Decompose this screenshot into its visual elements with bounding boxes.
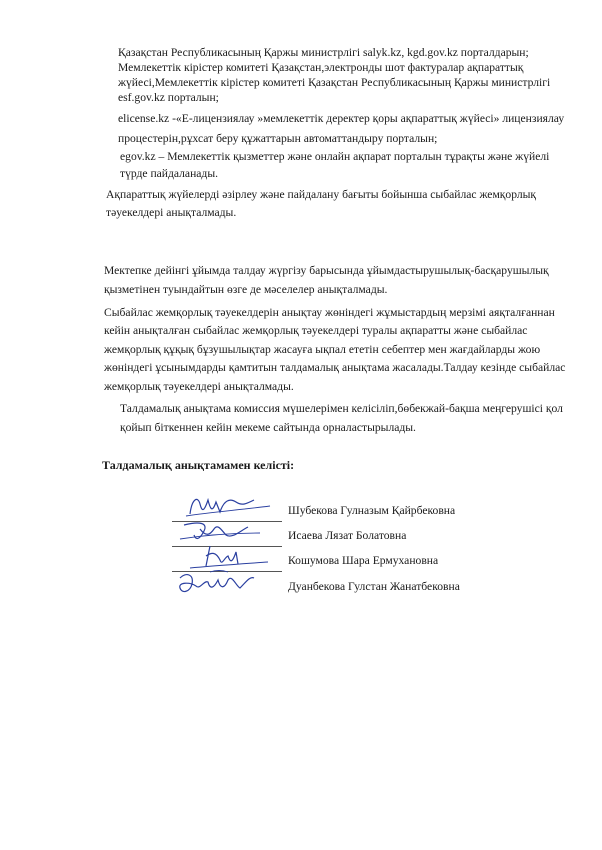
text-line: тәуекелдері анықталмады. — [106, 206, 237, 219]
text-line: Қазақстан Республикасының Қаржы министрлігі salyk.kz, kgd.gov.kz порталдарын; — [118, 46, 529, 59]
text-line: Мемлекеттік кірістер комитеті Қазақстан,электронды шот фактуралар ақпараттық — [118, 61, 524, 74]
text-line: жүйесі,Мемлекеттік кірістер комитеті Қазақстан Республикасының Қаржы министрлігі — [118, 76, 551, 89]
signatory-name: Дуанбекова Гулстан Жанатбековна — [288, 580, 460, 593]
text-line: Мектепке дейінгі ұйымда талдау жүргізу барысында ұйымдастырушылық-басқарушылық — [104, 264, 549, 277]
text-line: жемқорлық тәуекелдері анықталмады. — [104, 380, 294, 393]
signatory-name: Кошумова Шара Ермухановна — [288, 554, 439, 567]
agreed-label: Талдамалық анықтамамен келісті: — [102, 458, 295, 472]
text-line: кейін анықталған сыбайлас жемқорлық тәуекелдері туралы ақпаратты және сыбайлас — [104, 324, 528, 337]
text-line: Талдамалық анықтама комиссия мүшелерімен келісіліп,бөбекжай-бақша меңгерушісі қол — [120, 402, 563, 415]
text-line: Сыбайлас жемқорлық тәуекелдерін анықтау жөніндегі жұмыстардың мерзімі аяқталғаннан — [104, 306, 555, 319]
text-line: қызметінен туындайтын өзге де мәселелер анықталмады. — [104, 283, 388, 296]
text-line: түрде пайдаланады. — [120, 167, 219, 180]
text-line: жемқорлық құқық бұзушылықтар жасауға ықпал ететін себептер мен жағдайларды жою — [104, 343, 541, 356]
text-line: Ақпараттық жүйелерді әзірлеу және пайдалану бағыты бойынша сыбайлас жемқорлық — [106, 188, 537, 201]
text-line: esf.gov.kz порталын; — [118, 91, 219, 104]
text-line: elicense.kz -«Е-лицензиялау »мемлекеттік деректер қоры ақпараттық жүйесі» лицензиялау — [118, 112, 565, 125]
text-line: процестерін,рұхсат беру құжаттарын автоматтандыру порталын; — [118, 132, 438, 145]
handwritten-signature-4 — [150, 568, 280, 600]
signature-row — [150, 574, 570, 600]
text-line: egov.kz – Мемлекеттік қызметтер және онлайн ақпарат порталын тұрақты және жүйелі — [120, 150, 550, 163]
signatory-name: Исаева Лязат Болатовна — [288, 529, 407, 542]
text-line: қойып біткеннен кейін мекеме сайтында орналастырылады. — [120, 421, 416, 434]
text-line: жөніндегі ұсынымдарды қамтитын талдамалық анықтама жасалады.Талдау кезінде сыбайлас — [104, 361, 566, 374]
signatory-name: Шубекова Гулназым Қайрбековна — [288, 504, 456, 517]
